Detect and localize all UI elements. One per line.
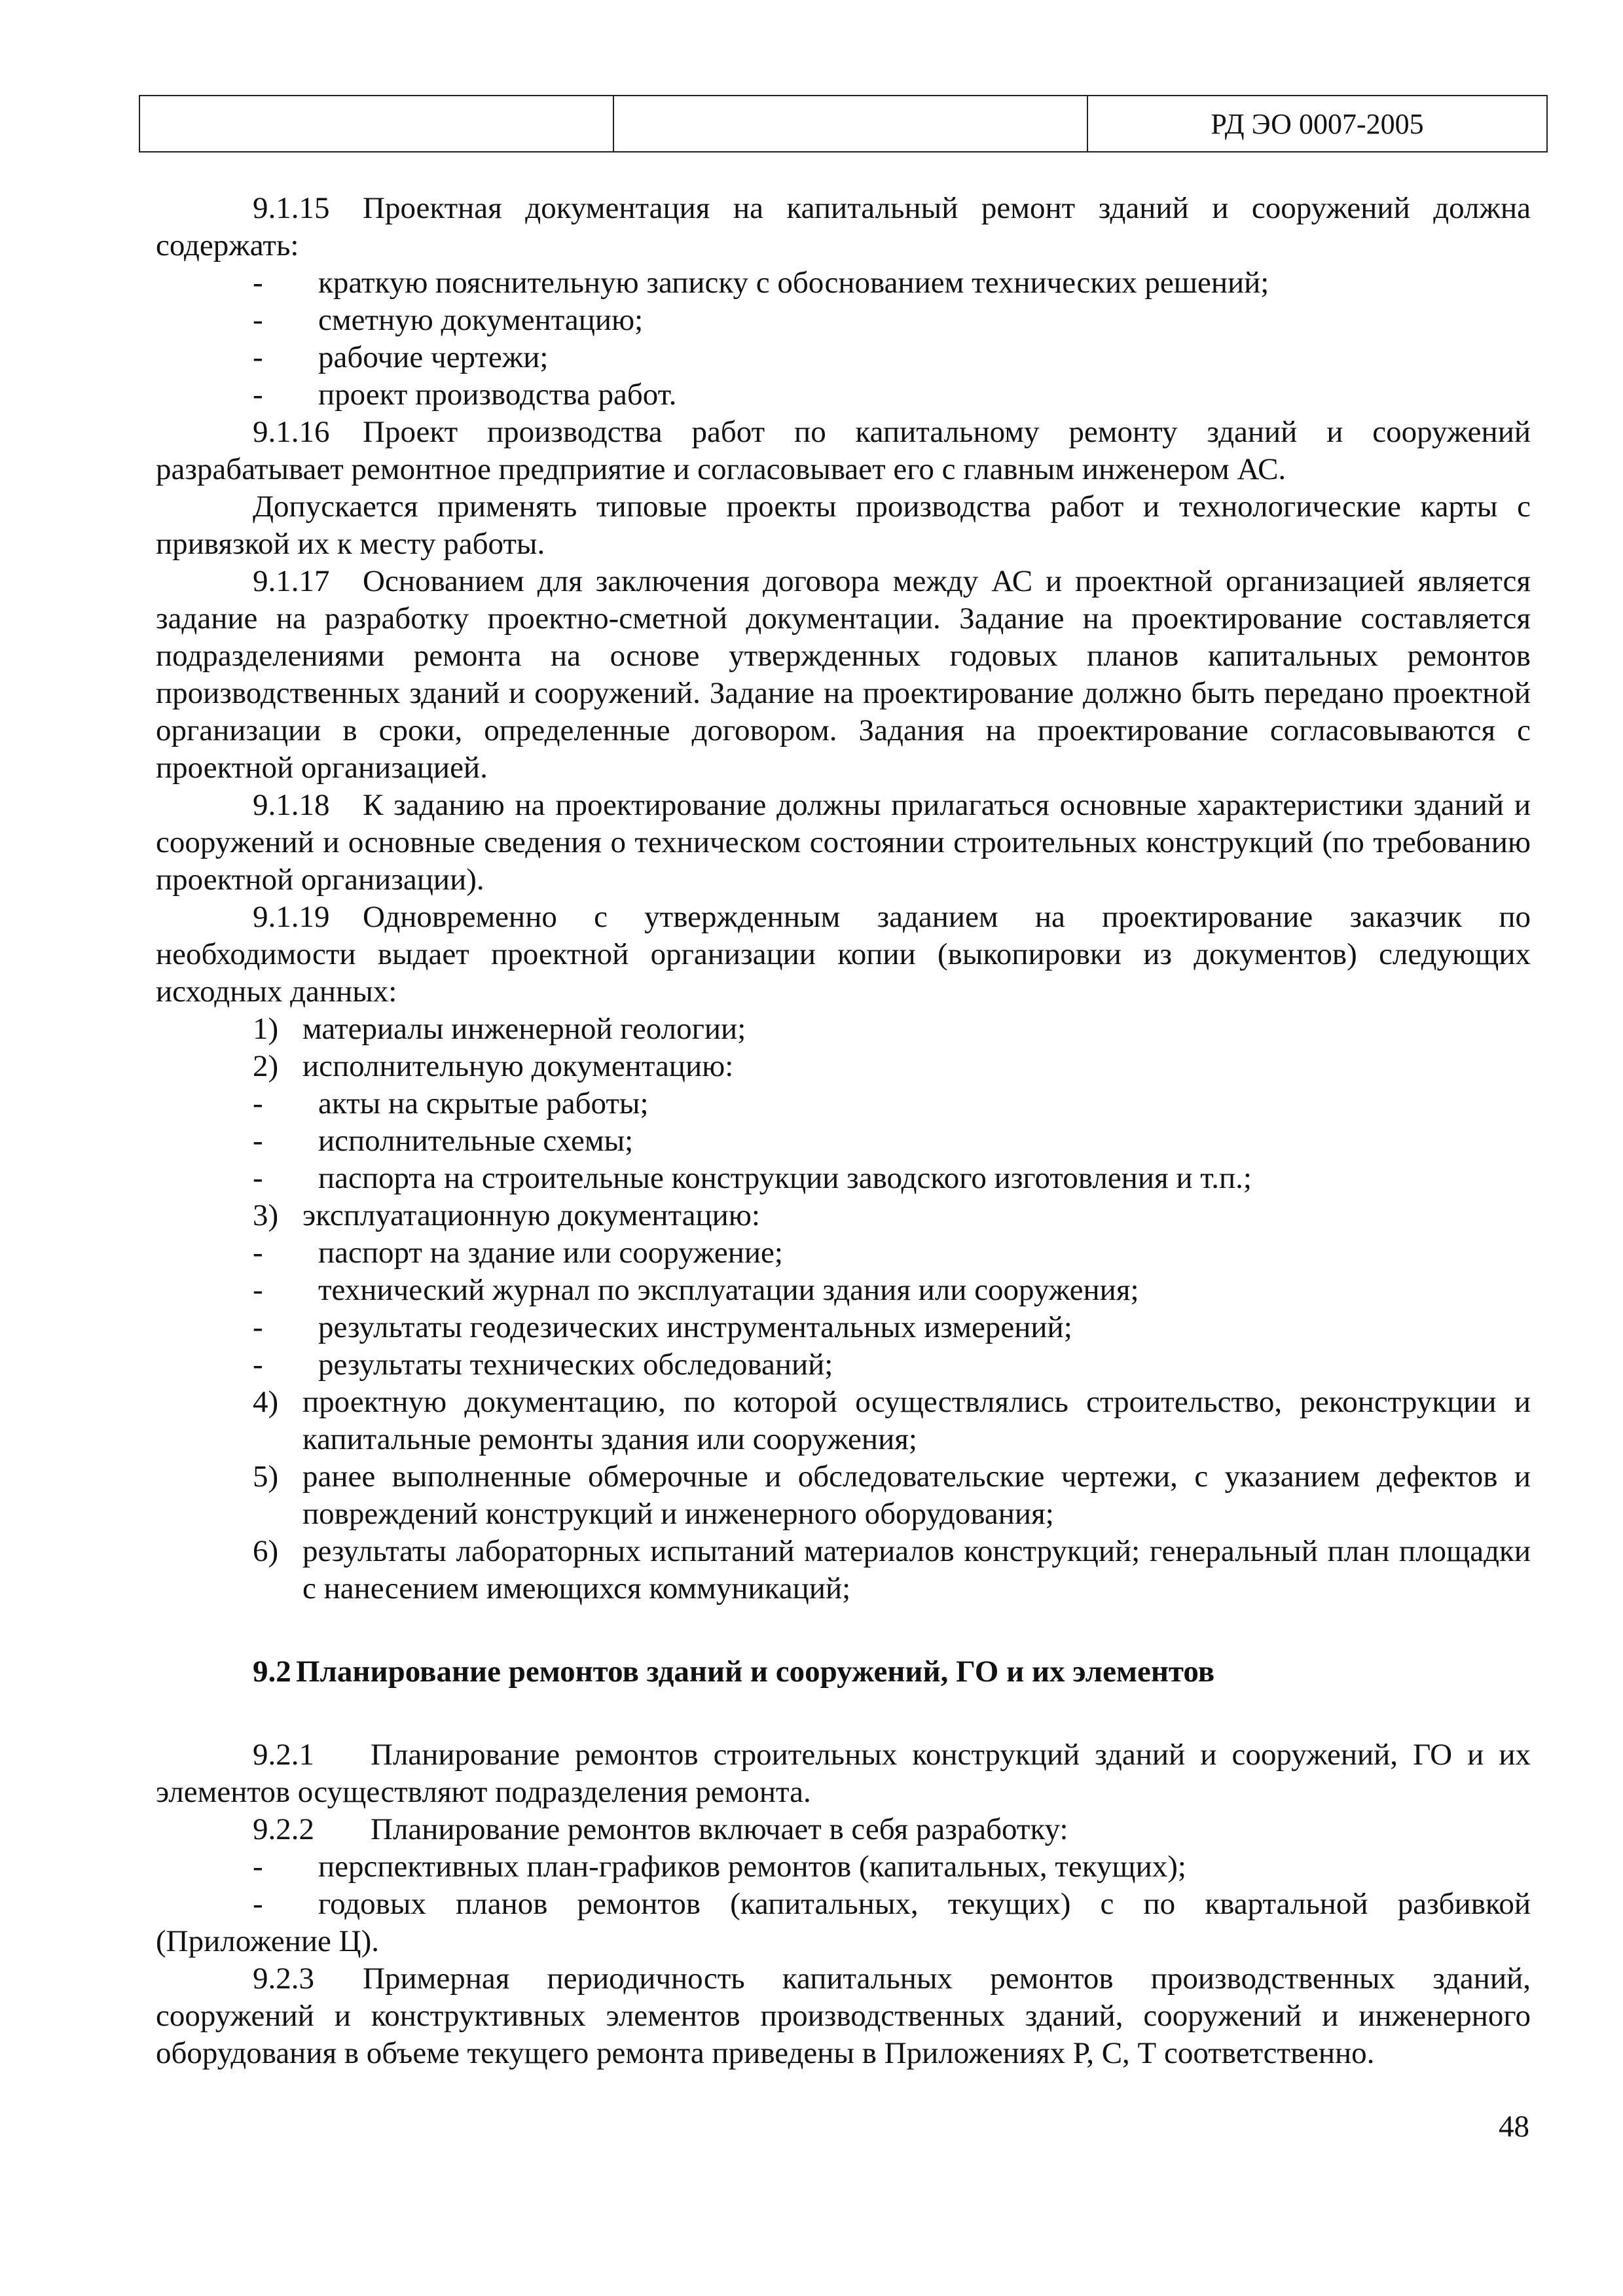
numbered-item-3: 3) эксплуатационную документацию: (253, 1198, 760, 1232)
clause-number: 9.2.2 (253, 1812, 314, 1846)
section-title: Планирование ремонтов зданий и сооружений, ГО и их элементов (296, 1655, 1215, 1689)
clause-number: 9.1.18 (253, 788, 330, 822)
section-number: 9.2 (253, 1655, 291, 1689)
bullet-dash: - (253, 1236, 263, 1270)
list-item: - сметную документацию; (156, 302, 1531, 339)
bullet-dash: - (253, 1348, 263, 1382)
clause-text: К заданию на проектирование должны прилагаться основные характеристики зданий и сооружений и основные сведения о техническом состоянии строительных конструкций (по требованию проектной организации). (156, 788, 1531, 897)
list-item: - паспорта на строительные конструкции заводского изготовления и т.п.; (156, 1160, 1531, 1197)
paragraph-9-2-1 (156, 1736, 1531, 1811)
document-body (156, 190, 1531, 2072)
list-item: - паспорт на здание или сооружение; (156, 1234, 1531, 1272)
list-item: - годовых планов ремонтов (капитальных, текущих) с по квартальной разбивкой (Приложение Ц). (156, 1887, 1531, 1958)
bullet-dash: - (253, 1273, 263, 1307)
bullet-dash: - (253, 1887, 263, 1921)
paragraph-9-1-16-note: Допускается применять типовые проекты производства работ и технологические карты с привязкой их к месту работы. (156, 490, 1531, 561)
numbered-item-4: 4) проектную документацию, по которой осуществлялись строительство, реконструкции и капитальные ремонты здания или сооружения; (253, 1385, 1531, 1456)
bullet-dash: - (253, 1310, 263, 1344)
list-item: - исполнительные схемы; (156, 1122, 1531, 1160)
numbered-item-1: 1) материалы инженерной геологии; (253, 1012, 746, 1046)
bullet-dash: - (253, 266, 263, 300)
clause-text: Планирование ремонтов включает в себя разработку: (371, 1812, 1068, 1846)
clause-number: 9.1.17 (253, 564, 330, 598)
paragraph-9-1-15 (156, 190, 1531, 264)
doc-code: РД ЭО 0007-2005 (1087, 96, 1547, 152)
bullet-dash: - (253, 1124, 263, 1158)
paragraph-9-2-2 (156, 1811, 1531, 1848)
bullet-dash: - (253, 1850, 263, 1884)
paragraph-9-1-19 (156, 899, 1531, 1011)
list-item: - проект производства работ. (156, 376, 1531, 414)
paragraph-9-1-17 (156, 563, 1531, 787)
list-item: - акты на скрытые работы; (156, 1085, 1531, 1122)
list-item: - краткую пояснительную записку с обоснованием технических решений; (156, 264, 1531, 302)
list-item: - технический журнал по эксплуатации здания или сооружения; (156, 1272, 1531, 1309)
clause-number: 9.1.19 (253, 900, 330, 934)
page-number: 48 (1499, 2109, 1529, 2144)
bullet-dash: - (253, 378, 263, 412)
bullet-dash: - (253, 340, 263, 374)
clause-text: Примерная периодичность капитальных ремонтов производственных зданий, сооружений и конструктивных элементов производственных зданий, сооружений и инженерного оборудования в объеме текущего ремонта приведены в Приложениях Р, С, Т соответственно. (156, 1962, 1531, 2070)
list-item: - результаты технических обследований; (156, 1346, 1531, 1384)
bullet-dash: - (253, 1086, 263, 1121)
section-heading-9-2 (156, 1653, 1531, 1691)
paragraph-9-2-3 (156, 1960, 1531, 2072)
clause-number: 9.1.16 (253, 415, 330, 449)
clause-text: Проект производства работ по капитальному ремонту зданий и сооружений разрабатывает ремонтное предприятие и согласовывает его с главным инженером АС. (156, 415, 1531, 486)
header-cell-1 (139, 96, 613, 152)
paragraph-9-1-16 (156, 414, 1531, 488)
header-table (139, 95, 1548, 152)
numbered-item-2: 2) исполнительную документацию: (253, 1049, 734, 1083)
clause-text: Проектная документация на капитальный ремонт зданий и сооружений должна содержать: (156, 191, 1531, 262)
clause-number: 9.2.1 (253, 1738, 314, 1772)
header-cell-2 (613, 96, 1087, 152)
list-item: - рабочие чертежи; (156, 339, 1531, 376)
list-item: - перспективных план-графиков ремонтов (капитальных, текущих); (156, 1848, 1531, 1886)
clause-number: 9.1.15 (253, 191, 330, 225)
clause-text: Основанием для заключения договора между АС и проектной организацией является задание на разработку проектно-сметной документации. Задание на проектирование составляется подразделениями ремонта на основе утвержденных годовых планов капитальных ремонтов производственных зданий и сооружений. Задание на проектирование должно быть передано проектной организации в сроки, определенные договором. Задания на проектирование согласовываются с проектной организацией. (156, 564, 1531, 785)
clause-text: Планирование ремонтов строительных конструкций зданий и сооружений, ГО и их элементов осуществляют подразделения ремонта. (156, 1738, 1531, 1809)
numbered-item-5: 5) ранее выполненные обмерочные и обследовательские чертежи, с указанием дефектов и повреждений конструкций и инженерного оборудования; (253, 1460, 1531, 1531)
bullet-dash: - (253, 1161, 263, 1195)
paragraph-9-1-18 (156, 787, 1531, 899)
numbered-item-6: 6) результаты лабораторных испытаний материалов конструкций; генеральный план площадки с нанесением имеющихся коммуникаций; (253, 1534, 1531, 1605)
clause-number: 9.2.3 (253, 1962, 314, 1996)
bullet-dash: - (253, 303, 263, 337)
clause-text: Одновременно с утвержденным заданием на проектирование заказчик по необходимости выдает проектной организации копии (выкопировки из документов) следующих исходных данных: (156, 900, 1531, 1009)
list-item: - результаты геодезических инструментальных измерений; (156, 1309, 1531, 1346)
